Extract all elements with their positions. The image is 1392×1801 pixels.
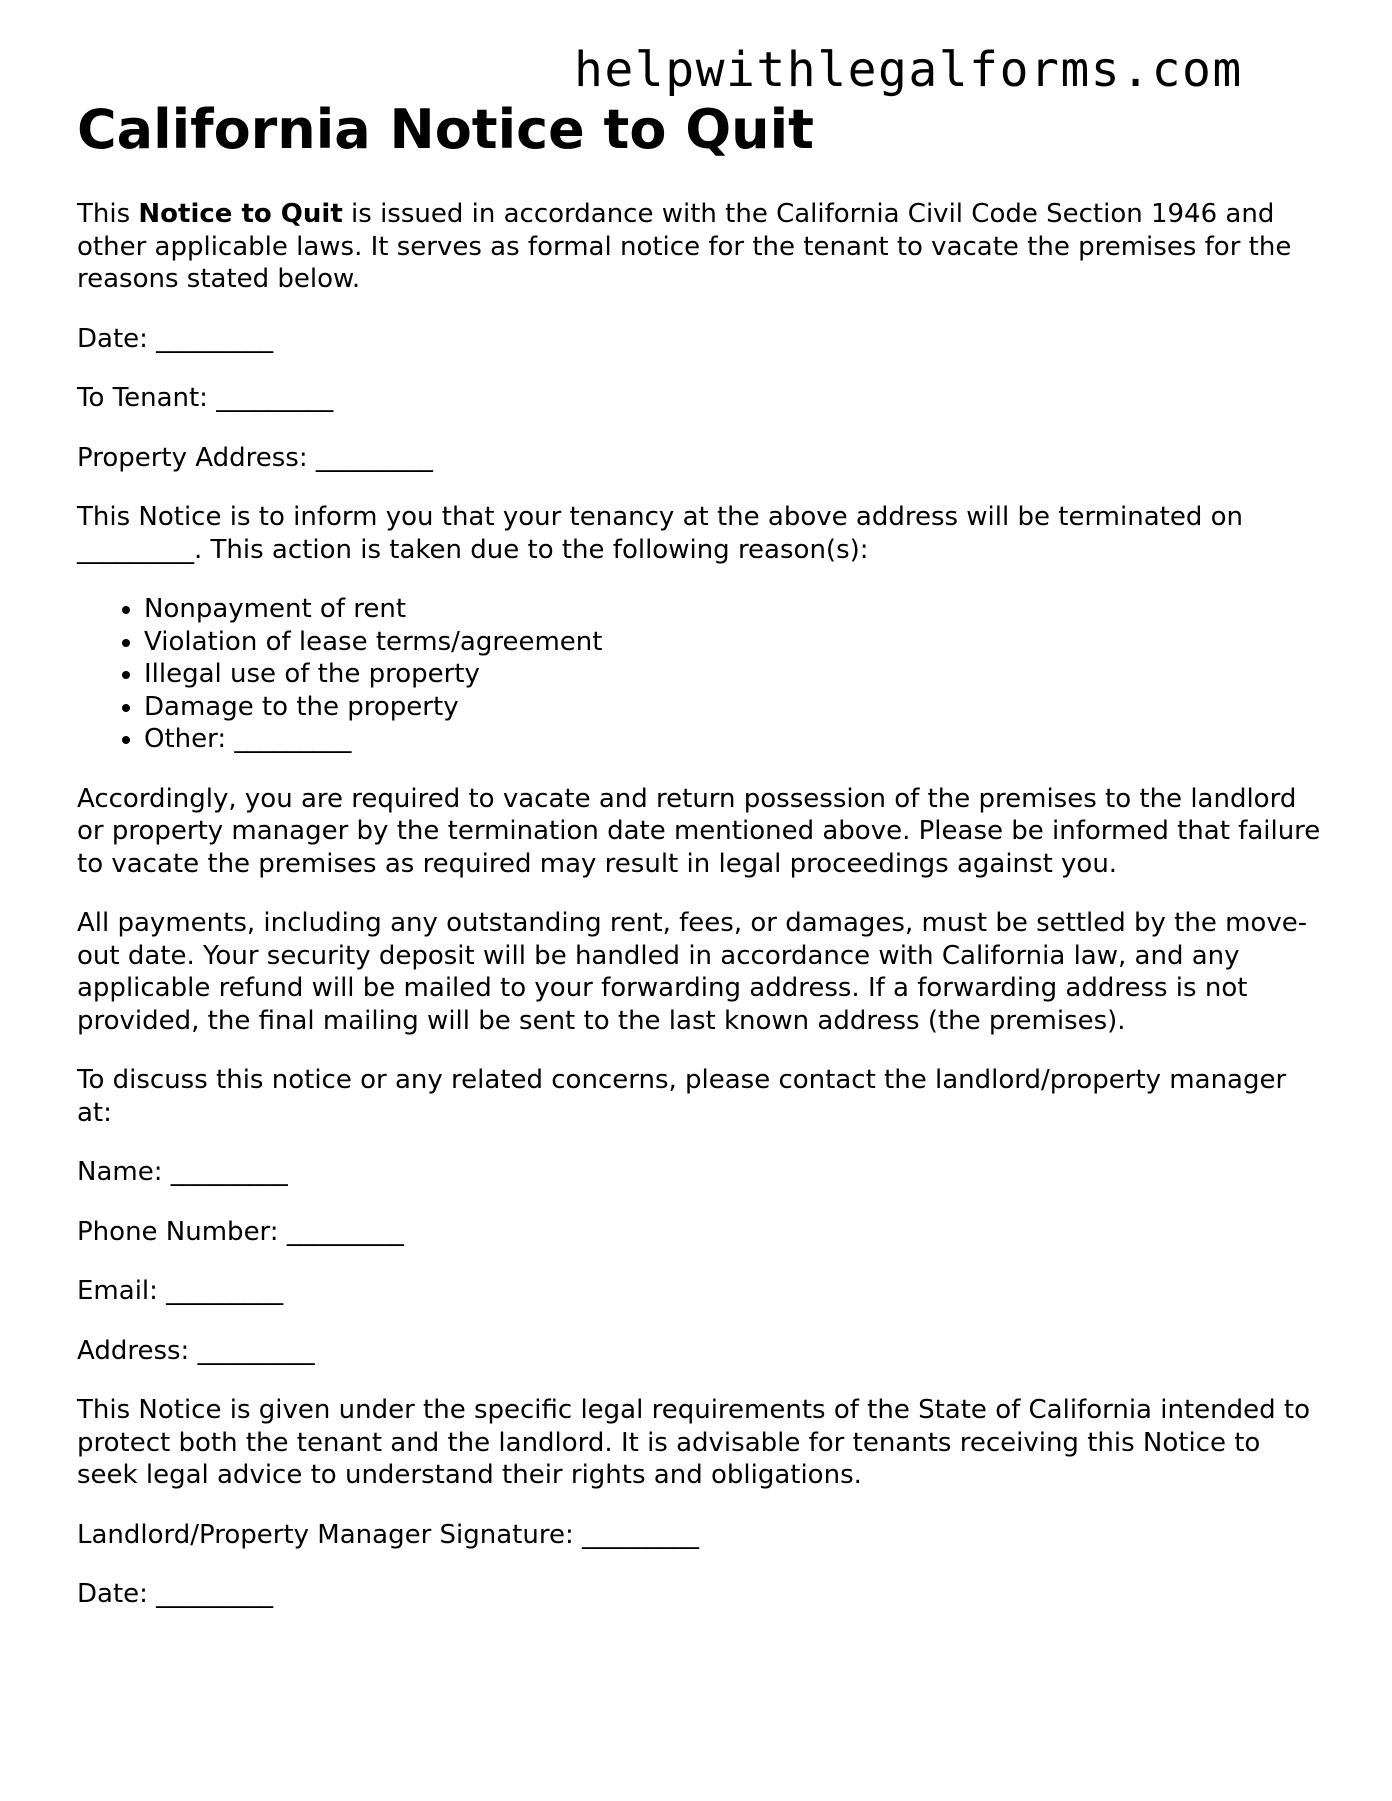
document-title: California Notice to Quit [77, 98, 814, 161]
property-address-field: Property Address: _________ [77, 442, 433, 473]
reason-item: • Violation of lease terms/agreement [144, 626, 1327, 659]
signature-field: Landlord/Property Manager Signature: _________ [77, 1519, 699, 1550]
contact-intro-paragraph: To discuss this notice or any related concerns, please contact the landlord/property manager at: [77, 1065, 1287, 1128]
tenant-field: To Tenant: _________ [77, 383, 334, 413]
reason-item: • Nonpayment of rent [144, 593, 1327, 626]
intro-prefix: This [77, 199, 139, 229]
watermark: helpwithlegalforms.com [574, 42, 1243, 98]
termination-paragraph: This Notice is to inform you that your tenancy at the above address will be terminated on _________. This action is taken due to the following reason(s): [77, 502, 1243, 565]
reason-item: • Damage to the property [144, 691, 1327, 724]
intro-suffix: is issued in accordance with the California Civil Code Section 1946 and other applicable laws. It serves as formal notice for the tenant to vacate the premises for the reasons stated below. [77, 199, 1292, 294]
signature-date-field: Date: _________ [77, 1579, 274, 1609]
document-body [77, 98, 1327, 1638]
contact-email-field: Email: _________ [77, 1276, 284, 1306]
payments-paragraph: All payments, including any outstanding rent, fees, or damages, must be settled by the move-out date. Your security deposit will be handled in accordance with California law, and any applicable refund will be mailed to your forwarding address. If a forwarding address is not provided, the final mailing will be sent to the last known address (the premises). [77, 908, 1308, 1036]
reasons-list [77, 593, 1327, 756]
intro-bold-term: Notice to Quit [138, 199, 343, 229]
contact-phone-field: Phone Number: _________ [77, 1216, 404, 1247]
vacate-paragraph: Accordingly, you are required to vacate and return possession of the premises to the landlord or property manager by the termination date mentioned above. Please be informed that failure to vacate the premises as required may result in legal proceedings against you. [77, 783, 1321, 879]
reason-item: • Other: _________ [144, 723, 1327, 756]
legal-paragraph: This Notice is given under the specific legal requirements of the State of California intended to protect both the tenant and the landlord. It is advisable for tenants receiving this Notice to seek legal advice to understand their rights and obligations. [77, 1395, 1310, 1490]
date-field: Date: _________ [77, 323, 274, 354]
reason-item: • Illegal use of the property [144, 658, 1327, 691]
contact-address-field: Address: _________ [77, 1335, 315, 1366]
intro-paragraph [77, 198, 1327, 296]
contact-name-field: Name: _________ [77, 1157, 288, 1187]
